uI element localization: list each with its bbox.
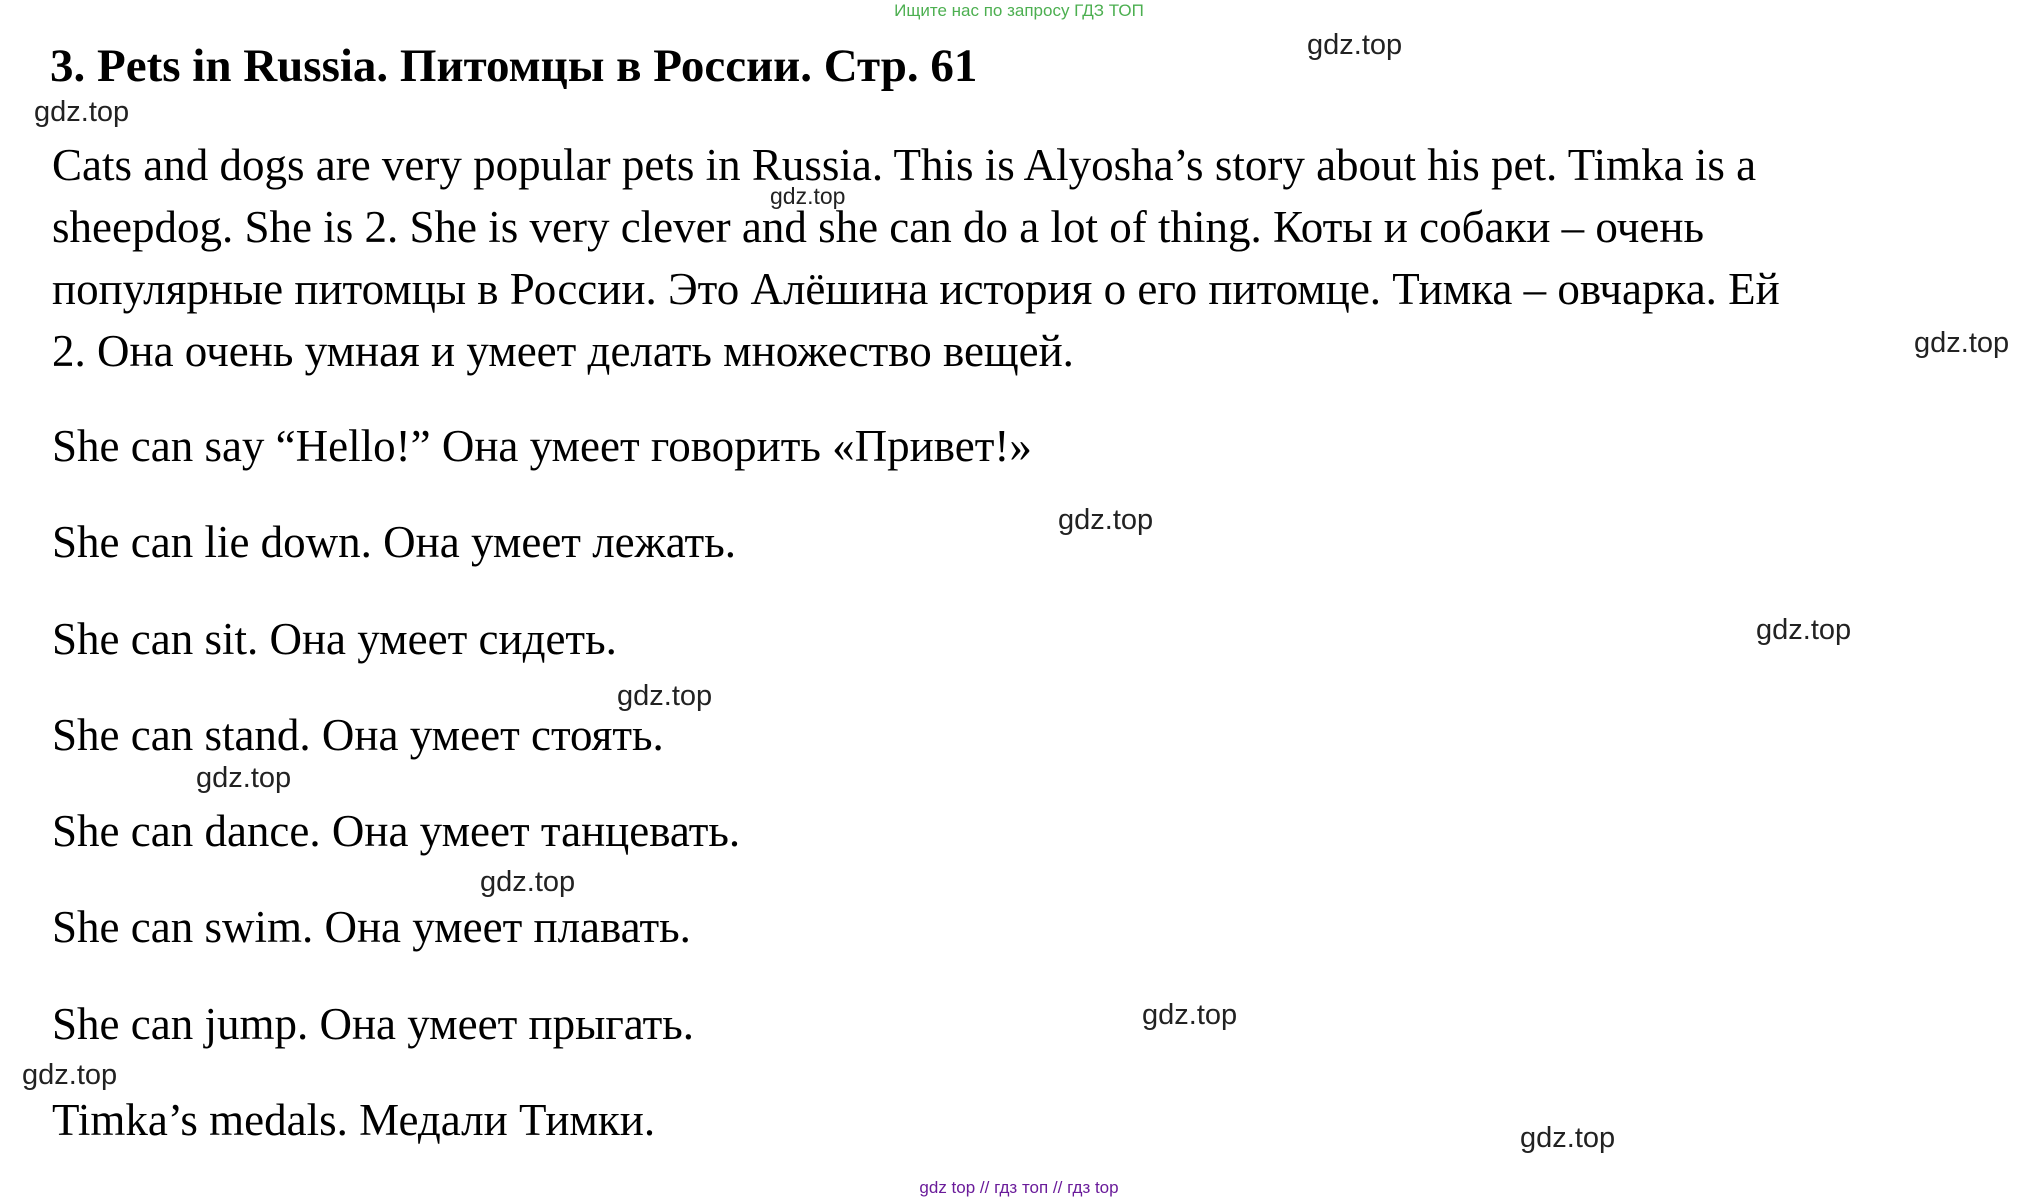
watermark: gdz.top	[1142, 999, 1238, 1031]
sentence-stand: She can stand. Она умеет стоять.	[52, 710, 664, 760]
paragraph-line: популярные питомцы в России. Это Алёшина история о его питомце. Тимка – овчарка. Ей	[52, 264, 1780, 314]
paragraph-line: Cats and dogs are very popular pets in Russia. This is Alyosha’s story about his pet. Timka is a	[52, 140, 1757, 190]
watermark: gdz.top	[22, 1059, 118, 1091]
paragraph-line: sheepdog. She is 2. She is very clever and she can do a lot of thing. Коты и собаки – очень	[52, 202, 1704, 252]
sentence-dance: She can dance. Она умеет танцевать.	[52, 806, 741, 856]
watermark: gdz.top	[34, 96, 130, 128]
search-banner: Ищите нас по запросу ГДЗ ТОП	[894, 1, 1144, 20]
sentence-medals: Timka’s medals. Медали Тимки.	[52, 1095, 656, 1145]
sentence-say-hello: She can say “Hello!” Она умеет говорить «Привет!»	[52, 421, 1032, 471]
watermark: gdz.top	[1914, 327, 2010, 359]
sentence-swim: She can swim. Она умеет плавать.	[52, 902, 691, 952]
watermark: gdz.top	[480, 866, 576, 898]
watermark: gdz.top	[1058, 504, 1154, 536]
sentence-sit: She can sit. Она умеет сидеть.	[52, 614, 617, 664]
watermark: gdz.top	[617, 680, 713, 712]
paragraph-line: 2. Она очень умная и умеет делать множество вещей.	[52, 326, 1074, 376]
watermark: gdz.top	[770, 183, 846, 209]
watermark: gdz.top	[1756, 614, 1852, 646]
footer-links: gdz top // гдз топ // гдз top	[919, 1178, 1119, 1197]
intro-paragraph	[52, 134, 2012, 382]
watermark: gdz.top	[196, 762, 292, 794]
sentence-jump: She can jump. Она умеет прыгать.	[52, 999, 695, 1049]
watermark: gdz.top	[1520, 1122, 1616, 1154]
sentence-lie-down: She can lie down. Она умеет лежать.	[52, 517, 736, 567]
page-title: 3. Pets in Russia. Питомцы в России. Стр. 61	[50, 40, 978, 92]
watermark: gdz.top	[1307, 29, 1403, 61]
